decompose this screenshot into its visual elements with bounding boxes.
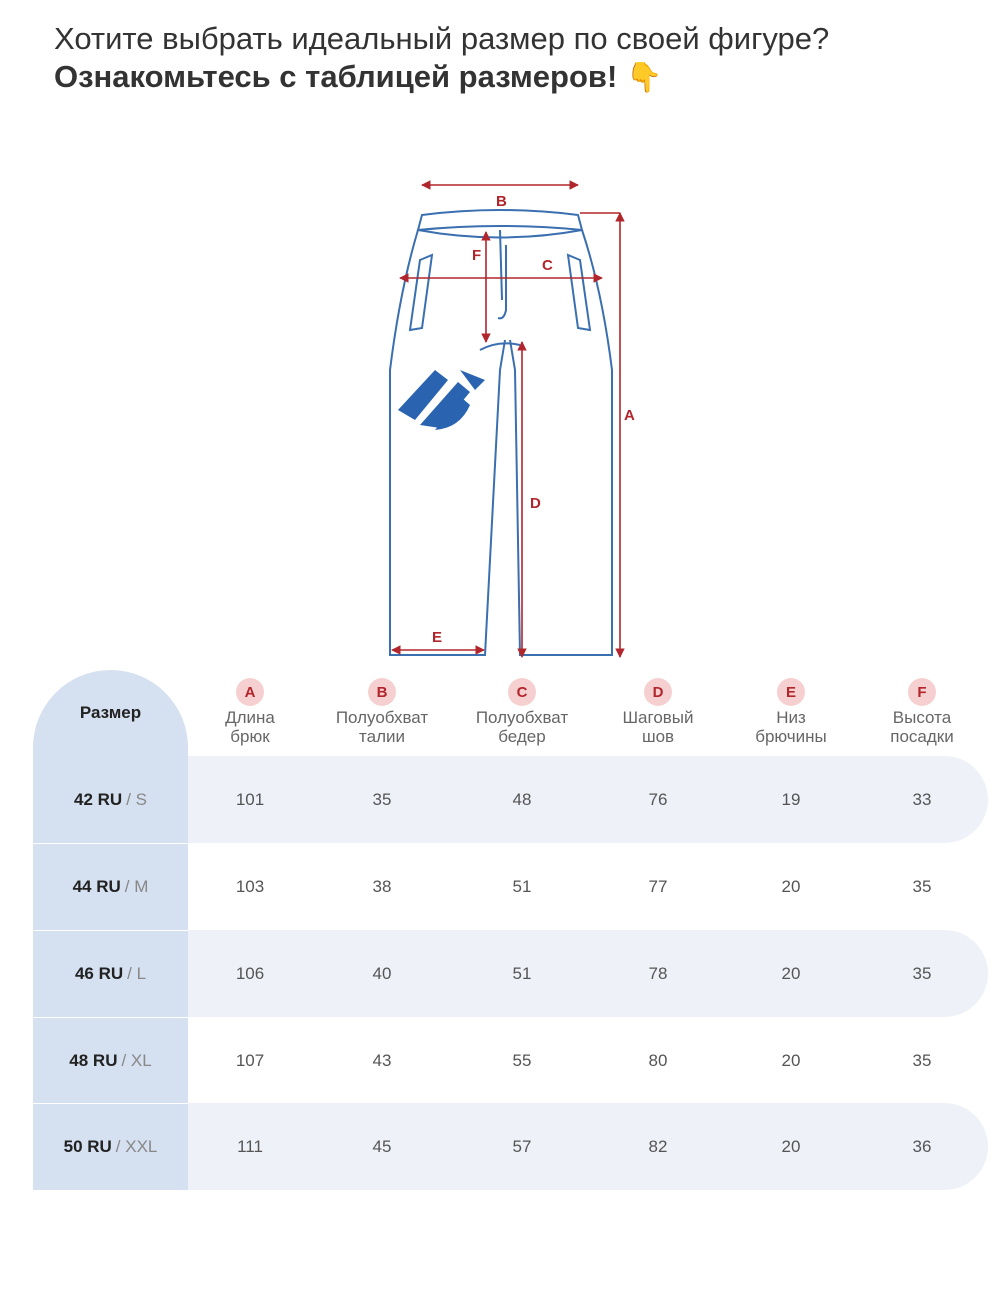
trousers-diagram bbox=[380, 170, 650, 670]
trousers-outline bbox=[390, 210, 612, 655]
column-header-d bbox=[588, 678, 728, 746]
column-header-f bbox=[852, 678, 992, 746]
column-badge: F bbox=[908, 678, 936, 706]
size-intl: / XXL bbox=[115, 1136, 158, 1156]
size-ru: 46 RU bbox=[74, 963, 124, 983]
size-intl: / S bbox=[126, 789, 147, 809]
column-label-line1: Длина bbox=[225, 708, 275, 727]
size-table bbox=[33, 670, 988, 1190]
size-intl: / L bbox=[127, 963, 147, 983]
table-cell: 20 bbox=[781, 963, 801, 983]
table-row bbox=[33, 756, 988, 843]
column-label-line2: посадки bbox=[890, 727, 954, 746]
table-row bbox=[33, 1017, 988, 1104]
label-a: A bbox=[624, 407, 635, 424]
heading-cta-text: Ознакомьтесь с таблицей размеров! bbox=[54, 59, 618, 94]
column-header-c bbox=[452, 678, 592, 746]
heading-call-to-action bbox=[54, 57, 984, 97]
size-column-header: Размер bbox=[79, 703, 142, 722]
table-cell: 51 bbox=[512, 876, 532, 896]
column-label-line2: бедер bbox=[498, 727, 546, 746]
table-row bbox=[33, 1103, 988, 1190]
column-header-e bbox=[721, 678, 861, 746]
size-intl: / M bbox=[124, 876, 149, 896]
column-label-line1: Низ bbox=[776, 708, 806, 727]
column-badge: A bbox=[236, 678, 264, 706]
table-cell: 80 bbox=[648, 1050, 668, 1070]
column-label-line2: шов bbox=[641, 727, 675, 746]
label-c: C bbox=[542, 257, 553, 274]
pointing-down-icon: 👇 bbox=[625, 60, 663, 94]
table-cell: 35 bbox=[912, 963, 932, 983]
label-b: B bbox=[496, 193, 507, 210]
table-cell: 57 bbox=[512, 1136, 532, 1156]
column-badge: E bbox=[777, 678, 805, 706]
table-cell: 20 bbox=[781, 1136, 801, 1156]
page-heading bbox=[54, 20, 984, 97]
row-size-cell bbox=[33, 843, 188, 930]
size-ru: 48 RU bbox=[69, 1050, 118, 1070]
column-label-line1: Высота bbox=[892, 708, 952, 727]
column-badge: C bbox=[508, 678, 536, 706]
table-cell: 40 bbox=[372, 963, 392, 983]
table-cell: 106 bbox=[235, 963, 265, 983]
table-cell: 38 bbox=[372, 876, 392, 896]
table-cell: 43 bbox=[372, 1050, 392, 1070]
column-label-line1: Шаговый bbox=[622, 708, 694, 727]
row-size-cell bbox=[33, 930, 188, 1017]
column-label-line1: Полуобхват bbox=[475, 708, 569, 727]
brand-logo-icon bbox=[398, 370, 485, 430]
size-ru: 44 RU bbox=[72, 876, 121, 896]
column-badge: B bbox=[368, 678, 396, 706]
label-e: E bbox=[432, 629, 443, 646]
table-cell: 19 bbox=[781, 789, 801, 809]
column-header-a bbox=[180, 678, 320, 746]
table-row bbox=[33, 930, 988, 1017]
measurement-labels bbox=[432, 193, 635, 646]
label-f: F bbox=[472, 247, 482, 264]
row-size-cell bbox=[33, 756, 188, 843]
row-size-cell bbox=[33, 1103, 188, 1190]
table-cell: 48 bbox=[512, 789, 532, 809]
size-intl: / XL bbox=[121, 1050, 152, 1070]
column-badge: D bbox=[644, 678, 672, 706]
size-ru: 42 RU bbox=[74, 789, 123, 809]
table-cell: 82 bbox=[648, 1136, 668, 1156]
table-cell: 35 bbox=[912, 876, 932, 896]
table-cell: 51 bbox=[512, 963, 532, 983]
table-cell: 33 bbox=[912, 789, 932, 809]
heading-question: Хотите выбрать идеальный размер по своей фигуре? bbox=[54, 21, 830, 56]
table-cell: 103 bbox=[235, 876, 265, 896]
table-cell: 55 bbox=[512, 1050, 532, 1070]
table-cell: 101 bbox=[235, 789, 265, 809]
table-cell: 45 bbox=[372, 1136, 392, 1156]
table-cell: 76 bbox=[648, 789, 668, 809]
table-cell: 107 bbox=[235, 1050, 265, 1070]
column-label-line2: брючины bbox=[755, 727, 827, 746]
column-label-line2: талии bbox=[359, 727, 405, 746]
table-cell: 20 bbox=[781, 1050, 801, 1070]
label-d: D bbox=[530, 495, 541, 512]
table-cell: 78 bbox=[648, 963, 668, 983]
table-row bbox=[33, 843, 988, 930]
table-cell: 77 bbox=[648, 876, 668, 896]
table-cell: 111 bbox=[237, 1136, 263, 1156]
table-cell: 35 bbox=[912, 1050, 932, 1070]
table-cell: 36 bbox=[912, 1136, 932, 1156]
row-size-cell bbox=[33, 1017, 188, 1104]
column-header-b bbox=[312, 678, 452, 746]
column-label-line1: Полуобхват bbox=[335, 708, 429, 727]
table-cell: 20 bbox=[781, 876, 801, 896]
size-ru: 50 RU bbox=[63, 1136, 112, 1156]
column-label-line2: брюк bbox=[230, 727, 270, 746]
table-cell: 35 bbox=[372, 789, 392, 809]
